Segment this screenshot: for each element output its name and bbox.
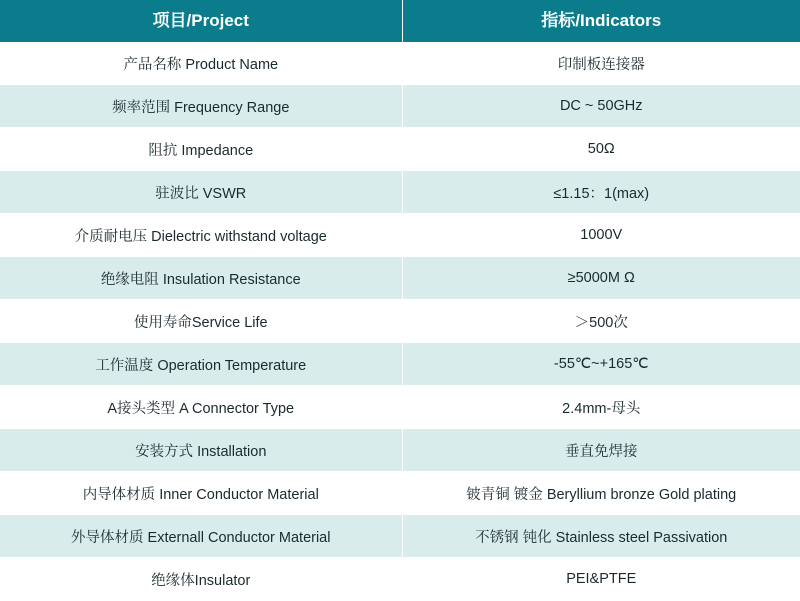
- cell-project: 绝缘电阻 Insulation Resistance: [0, 257, 402, 300]
- table-row: [0, 558, 800, 601]
- table-row: [0, 300, 800, 343]
- table-row: [0, 214, 800, 257]
- cell-indicator: 不锈钢 钝化 Stainless steel Passivation: [402, 515, 800, 558]
- table-row: [0, 85, 800, 128]
- table-row: [0, 386, 800, 429]
- table-header-row: [0, 0, 800, 42]
- cell-indicator: 50Ω: [402, 128, 800, 171]
- cell-indicator: ≤1.15：1(max): [402, 171, 800, 214]
- cell-indicator: 1000V: [402, 214, 800, 257]
- table-row: [0, 257, 800, 300]
- cell-project: 阻抗 Impedance: [0, 128, 402, 171]
- cell-project: 安装方式 Installation: [0, 429, 402, 472]
- table-row: [0, 515, 800, 558]
- cell-project: 使用寿命Service Life: [0, 300, 402, 343]
- cell-indicator: 印制板连接器: [402, 42, 800, 85]
- column-header-indicators: 指标/Indicators: [402, 0, 800, 42]
- cell-project: 介质耐电压 Dielectric withstand voltage: [0, 214, 402, 257]
- cell-indicator: 2.4mm-母头: [402, 386, 800, 429]
- table-header: [0, 0, 800, 42]
- cell-project: 绝缘体Insulator: [0, 558, 402, 601]
- cell-project: 驻波比 VSWR: [0, 171, 402, 214]
- cell-indicator: DC ~ 50GHz: [402, 85, 800, 128]
- column-header-project: 项目/Project: [0, 0, 402, 42]
- cell-project: 工作温度 Operation Temperature: [0, 343, 402, 386]
- cell-indicator: ＞500次: [402, 300, 800, 343]
- table-body: [0, 42, 800, 601]
- cell-project: A接头类型 A Connector Type: [0, 386, 402, 429]
- cell-project: 频率范围 Frequency Range: [0, 85, 402, 128]
- cell-indicator: ≥5000M Ω: [402, 257, 800, 300]
- table-row: [0, 343, 800, 386]
- table-row: [0, 429, 800, 472]
- cell-project: 外导体材质 Externall Conductor Material: [0, 515, 402, 558]
- table-row: [0, 472, 800, 515]
- table-row: [0, 42, 800, 85]
- cell-indicator: 铍青铜 镀金 Beryllium bronze Gold plating: [402, 472, 800, 515]
- cell-indicator: 垂直免焊接: [402, 429, 800, 472]
- cell-indicator: -55℃~+165℃: [402, 343, 800, 386]
- table-row: [0, 171, 800, 214]
- table-row: [0, 128, 800, 171]
- cell-project: 产品名称 Product Name: [0, 42, 402, 85]
- cell-indicator: PEI&PTFE: [402, 558, 800, 601]
- cell-project: 内导体材质 Inner Conductor Material: [0, 472, 402, 515]
